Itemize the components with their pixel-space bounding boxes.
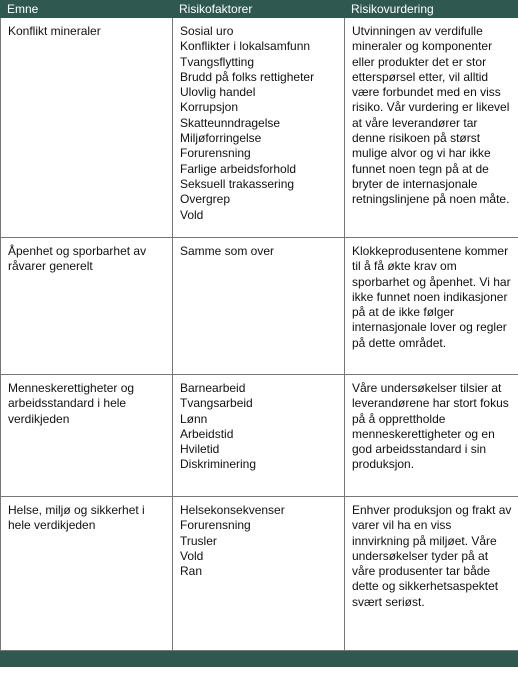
- factor-item: Samme som over: [180, 244, 275, 258]
- factors-cell: [173, 497, 345, 651]
- factor-item: Forurensning: [180, 518, 251, 533]
- table-header-row: [1, 1, 518, 18]
- factor-item: Ulovlig handel: [180, 85, 256, 100]
- header-topic: Emne: [1, 1, 173, 18]
- table-footer-row: [1, 651, 518, 667]
- assessment-cell: Enhver produksjon og frakt av varer vil ha en viss innvirkning på miljøet. Våre undersøkelser tyder på at våre produsenter tar både dette og sikkerhetsaspektet svært seriøst.: [345, 497, 518, 651]
- factor-item: Arbeidstid: [180, 426, 234, 441]
- assessment-cell: Våre undersøkelser tilsier at leverandørene har stort fokus på å opprettholde menneskerettigheter og en god arbeidsstandard i sin produksjon.: [345, 375, 518, 497]
- factor-item: Helsekonsekvenser: [180, 503, 285, 517]
- factor-item: Forurensning: [180, 146, 251, 161]
- footer-cell: [173, 651, 345, 667]
- factor-item: Tvangsflytting: [180, 54, 255, 69]
- factor-item: Ran: [180, 564, 203, 579]
- assessment-cell: Klokkeprodusentene kommer til å få økte krav om sporbarhet og åpenhet. Vi har ikke funnet noen indikasjoner på at de ikke følger internasjonale lover og regler på dette området.: [345, 238, 518, 375]
- table-row: [1, 375, 518, 497]
- factor-item: Diskriminering: [180, 457, 257, 472]
- factor-item: Farlige arbeidsforhold: [180, 161, 297, 176]
- table-row: [1, 238, 518, 375]
- factor-item: Konflikter i lokalsamfunn: [180, 39, 311, 54]
- factor-item: Sosial uro: [180, 24, 234, 38]
- factors-cell: [173, 18, 345, 238]
- factor-item: Tvangsarbeid: [180, 396, 253, 411]
- table-row: [1, 18, 518, 238]
- topic-cell: Åpenhet og sporbarhet av råvarer generelt: [1, 238, 173, 375]
- factor-item: Hviletid: [180, 442, 220, 457]
- factors-cell: [173, 238, 345, 375]
- header-risk-factors: Risikofaktorer: [173, 1, 345, 18]
- footer-cell: [1, 651, 173, 667]
- footer-cell: [345, 651, 518, 667]
- factor-item: Korrupsjon: [180, 100, 239, 115]
- factors-cell: [173, 375, 345, 497]
- table-row: [1, 497, 518, 651]
- factor-item: Lønn: [180, 411, 208, 426]
- factor-item: Trusler: [180, 533, 217, 548]
- factor-item: Brudd på folks rettigheter: [180, 69, 315, 84]
- topic-cell: Menneskerettigheter og arbeidsstandard i hele verdikjeden: [1, 375, 173, 497]
- factor-item: Seksuell trakassering: [180, 176, 295, 191]
- factor-item: Vold: [180, 548, 204, 563]
- factor-item: Vold: [180, 207, 204, 222]
- factor-item: Overgrep: [180, 192, 231, 207]
- factor-item: Barnearbeid: [180, 381, 246, 395]
- factor-item: Skatteunndragelse: [180, 115, 281, 130]
- factor-item: Miljøforringelse: [180, 131, 262, 146]
- header-risk-assessment: Risikovurdering: [345, 1, 518, 18]
- topic-cell: Helse, miljø og sikkerhet i hele verdikjeden: [1, 497, 173, 651]
- topic-cell: Konflikt mineraler: [1, 18, 173, 238]
- assessment-cell: Utvinningen av verdifulle mineraler og komponenter eller produkter det er stor etterspørsel etter, vil alltid være forbundet med en viss risiko. Vår vurdering er likevel at våre leverandører tar denne risikoen på størst mulige alvor og vi har ikke funnet noen tegn på at de bryter de internasjonale retningslinjene på noen måte.: [345, 18, 518, 238]
